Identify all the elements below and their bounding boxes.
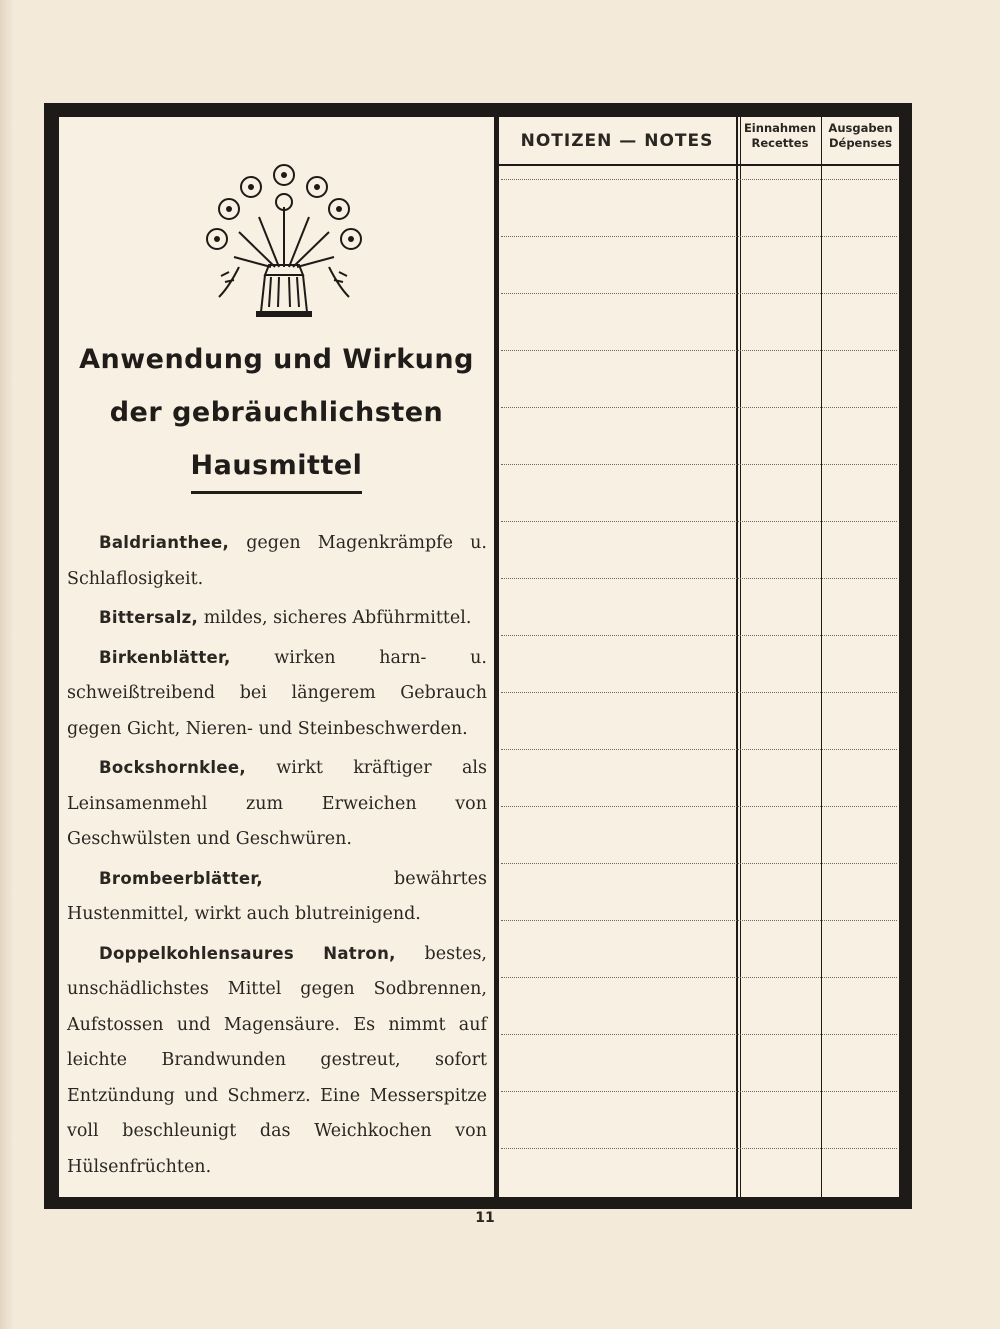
notes-row-line — [501, 692, 897, 693]
remedy-list — [67, 525, 487, 1188]
expense-column-rule — [821, 117, 822, 1197]
notes-row-line — [501, 749, 897, 750]
income-header: Einnahmen Recettes — [743, 121, 817, 150]
income-column-rule — [740, 117, 741, 1197]
notes-row-line — [501, 1148, 897, 1149]
notes-row-line — [501, 293, 897, 294]
notes-row-line — [501, 977, 897, 978]
notes-row-line — [501, 236, 897, 237]
remedy-entry: Bockshornklee, wirkt kräftiger als Leinsamenmehl zum Erweichen von Geschwülsten und Geschwüren. — [67, 758, 487, 849]
notes-row-line — [501, 863, 897, 864]
notes-header: NOTIZEN — NOTES — [520, 130, 714, 151]
flower-bouquet-icon — [199, 147, 369, 317]
notes-row-line — [501, 407, 897, 408]
remedy-entry: Doppelkohlensaures Natron, bestes, unschädlichstes Mittel gegen Sodbrennen, Aufstossen und Magensäure. Es nimmt auf leichte Brandwunden gestreut, sofort Entzündung und Schmerz. Eine Messerspitze voll beschleunigt das Weichkochen von Hülsenfrüchten. — [67, 943, 487, 1177]
remedies-column — [59, 117, 494, 1197]
notes-row-line — [501, 464, 897, 465]
page-frame — [44, 103, 912, 1209]
expense-header: Ausgaben Dépenses — [828, 121, 893, 150]
notes-row-line — [501, 521, 897, 522]
remedy-entry: Bittersalz, mildes, sicheres Abführmittel. — [99, 608, 472, 628]
remedy-entry: Brombeerblätter, bewährtes Hustenmittel, wirkt auch blutreinigend. — [67, 868, 487, 924]
notes-row-line — [501, 1091, 897, 1092]
notes-row-line — [501, 578, 897, 579]
notes-row-line — [501, 806, 897, 807]
heading-line-3: Hausmittel — [191, 443, 363, 494]
page-edge — [0, 0, 14, 1329]
notes-row-line — [501, 1034, 897, 1035]
remedy-entry: Baldrianthee, gegen Magenkrämpfe u. Schlaflosigkeit. — [67, 533, 487, 589]
notes-column-rule — [736, 117, 738, 1197]
notes-row-line — [501, 635, 897, 636]
page-number: 11 — [475, 1210, 495, 1226]
notes-row-line — [501, 179, 897, 180]
heading-line-1: Anwendung und Wirkung — [79, 344, 474, 375]
section-heading — [59, 333, 494, 494]
notes-header-row — [499, 117, 899, 166]
notes-column — [499, 117, 899, 1197]
notes-row-line — [501, 920, 897, 921]
remedy-entry: Birkenblätter, wirken harn- u. schweißtreibend bei längerem Gebrauch gegen Gicht, Nieren- und Steinbeschwerden. — [67, 647, 487, 739]
heading-line-2: der gebräuchlichsten — [109, 397, 444, 428]
notes-row-line — [501, 350, 897, 351]
